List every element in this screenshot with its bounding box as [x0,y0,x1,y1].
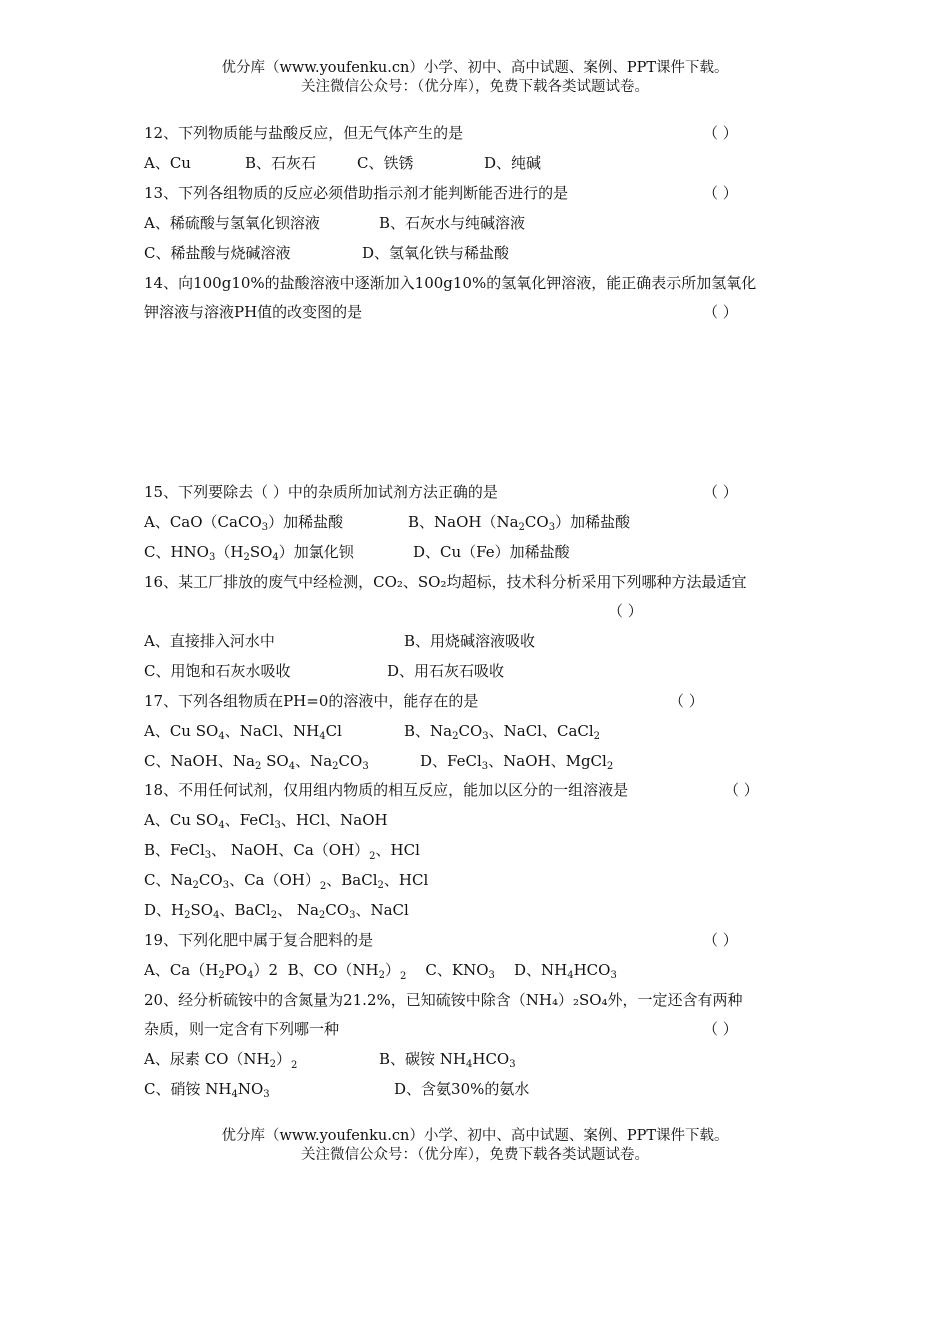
header-line-1: 优分库（www.youfenku.cn）小学、初中、高中试题、案例、PPT课件下载。 [221,60,729,76]
footer-line-2: 关注微信公众号：（优分库），免费下载各类试题试卷。 [301,1147,649,1163]
footer-line-1: 优分库（www.youfenku.cn）小学、初中、高中试题、案例、PPT课件下载。 [221,1128,729,1144]
page-header [0,59,950,97]
q17-option-b: B、$Na_2CO_3$、NaCl、CaCl$_2$ [404,722,601,742]
q20-option-a: A、尿素 $CO(NH_2)_2$ [144,1050,298,1071]
q14-stem-line-2: 钾溶液与溶液PH值的改变图的是 [144,303,363,321]
q13-option-d: D、氢氧化铁与稀盐酸 [362,244,510,262]
q20-stem-line-2: 杂质，则一定含有下列哪一种 [144,1020,340,1038]
q18-option-d: D、$H_2SO_4$、BaCl$_2$、 $Na_2CO_3$、NaCl [144,901,409,921]
q17-option-a: A、Cu $SO_4$、NaCl、$NH_4Cl$ [144,722,342,742]
q18-option-a: A、Cu $SO_4$、FeCl$_3$、HCl、NaOH [144,811,388,831]
page-footer [0,1127,950,1165]
q13-answer-paren: （ ） [703,184,738,202]
q13-option-b: B、石灰水与纯碱溶液 [379,214,526,232]
q14-stem-line-1: 14、向100g10%的盐酸溶液中逐渐加入100g10%的氢氧化钾溶液，能正确表示所加氢氧化 [144,274,757,292]
q20-stem-line-1: 20、经分析硫铵中的含氮量为21.2%，已知硫铵中除含（NH₄）₂SO₄外，一定还含有两种 [144,991,743,1009]
q16-stem-line-1: 16、某工厂排放的废气中经检测，CO₂、SO₂均超标，技术科分析采用下列哪种方法最适宜 [144,573,747,591]
q20-option-b: B、碳铵 $NH_4HCO_3$ [379,1050,516,1070]
q17-stem: 17、下列各组物质在PH=0的溶液中，能存在的是 [144,692,479,710]
q19-answer-paren: （ ） [703,931,738,949]
q13-option-c: C、稀盐酸与烧碱溶液 [144,244,291,262]
q13-option-a: A、稀硫酸与氢氧化钡溶液 [144,214,320,232]
q17-option-d: D、FeCl$_3$、NaOH、MgCl$_2$ [420,752,614,772]
q16-option-b: B、用烧碱溶液吸收 [404,632,536,650]
q18-option-b: B、FeCl$_3$、 NaOH、$Ca(OH)_2$、HCl [144,841,420,862]
q17-answer-paren: （ ） [669,692,704,710]
q12-answer-paren: （ ） [703,124,738,142]
q16-answer-paren: （ ） [608,602,643,620]
q20-option-c: C、硝铵 $NH_4NO_3$ [144,1080,270,1100]
q16-option-c: C、用饱和石灰水吸收 [144,662,291,680]
q12-stem: 12、下列物质能与盐酸反应，但无气体产生的是 [144,124,464,142]
q15-option-d: D、Cu（Fe）加稀盐酸 [413,543,570,561]
q16-option-d: D、用石灰石吸收 [387,662,505,680]
q19-options: A、$Ca(H_2PO_4)2$ B、$CO(NH_2)_2$ C、$KNO_3$ D、$NH_4HCO_3$ [144,961,617,982]
q16-option-a: A、直接排入河水中 [144,632,275,650]
q18-option-c: C、$Na_2CO_3$、$Ca(OH)_2$、BaCl$_2$、HCl [144,871,429,892]
header-line-2: 关注微信公众号：（优分库），免费下载各类试题试卷。 [301,79,649,95]
q17-option-c: C、NaOH、$Na_2$ $SO_4$、$Na_2CO_3$ [144,752,369,772]
q12-option-d: D、纯碱 [484,154,542,172]
q12-option-c: C、铁锈 [357,154,414,172]
q18-answer-paren: （ ） [724,781,759,799]
q20-option-d: D、含氨30%的氨水 [394,1080,530,1098]
q12-option-a: A、Cu [144,154,191,172]
q20-answer-paren: （ ） [703,1020,738,1038]
q13-stem: 13、下列各组物质的反应必须借助指示剂才能判断能否进行的是 [144,184,569,202]
q12-option-b: B、石灰石 [245,154,317,172]
q18-stem: 18、不用任何试剂，仅用组内物质的相互反应，能加以区分的一组溶液是 [144,781,629,799]
q15-answer-paren: （ ） [703,483,738,501]
q15-option-a: A、CaO（CaCO$_3$）加稀盐酸 [144,513,344,533]
q15-option-c: C、$HNO_3(H_2SO_4)$加氯化钡 [144,543,354,563]
q15-stem: 15、下列要除去（ ）中的杂质所加试剂方法正确的是 [144,483,498,501]
q15-option-b: B、$NaOH(Na_2CO_3)$加稀盐酸 [408,513,631,533]
q19-stem: 19、下列化肥中属于复合肥料的是 [144,931,374,949]
q14-answer-paren: （ ） [703,303,738,321]
